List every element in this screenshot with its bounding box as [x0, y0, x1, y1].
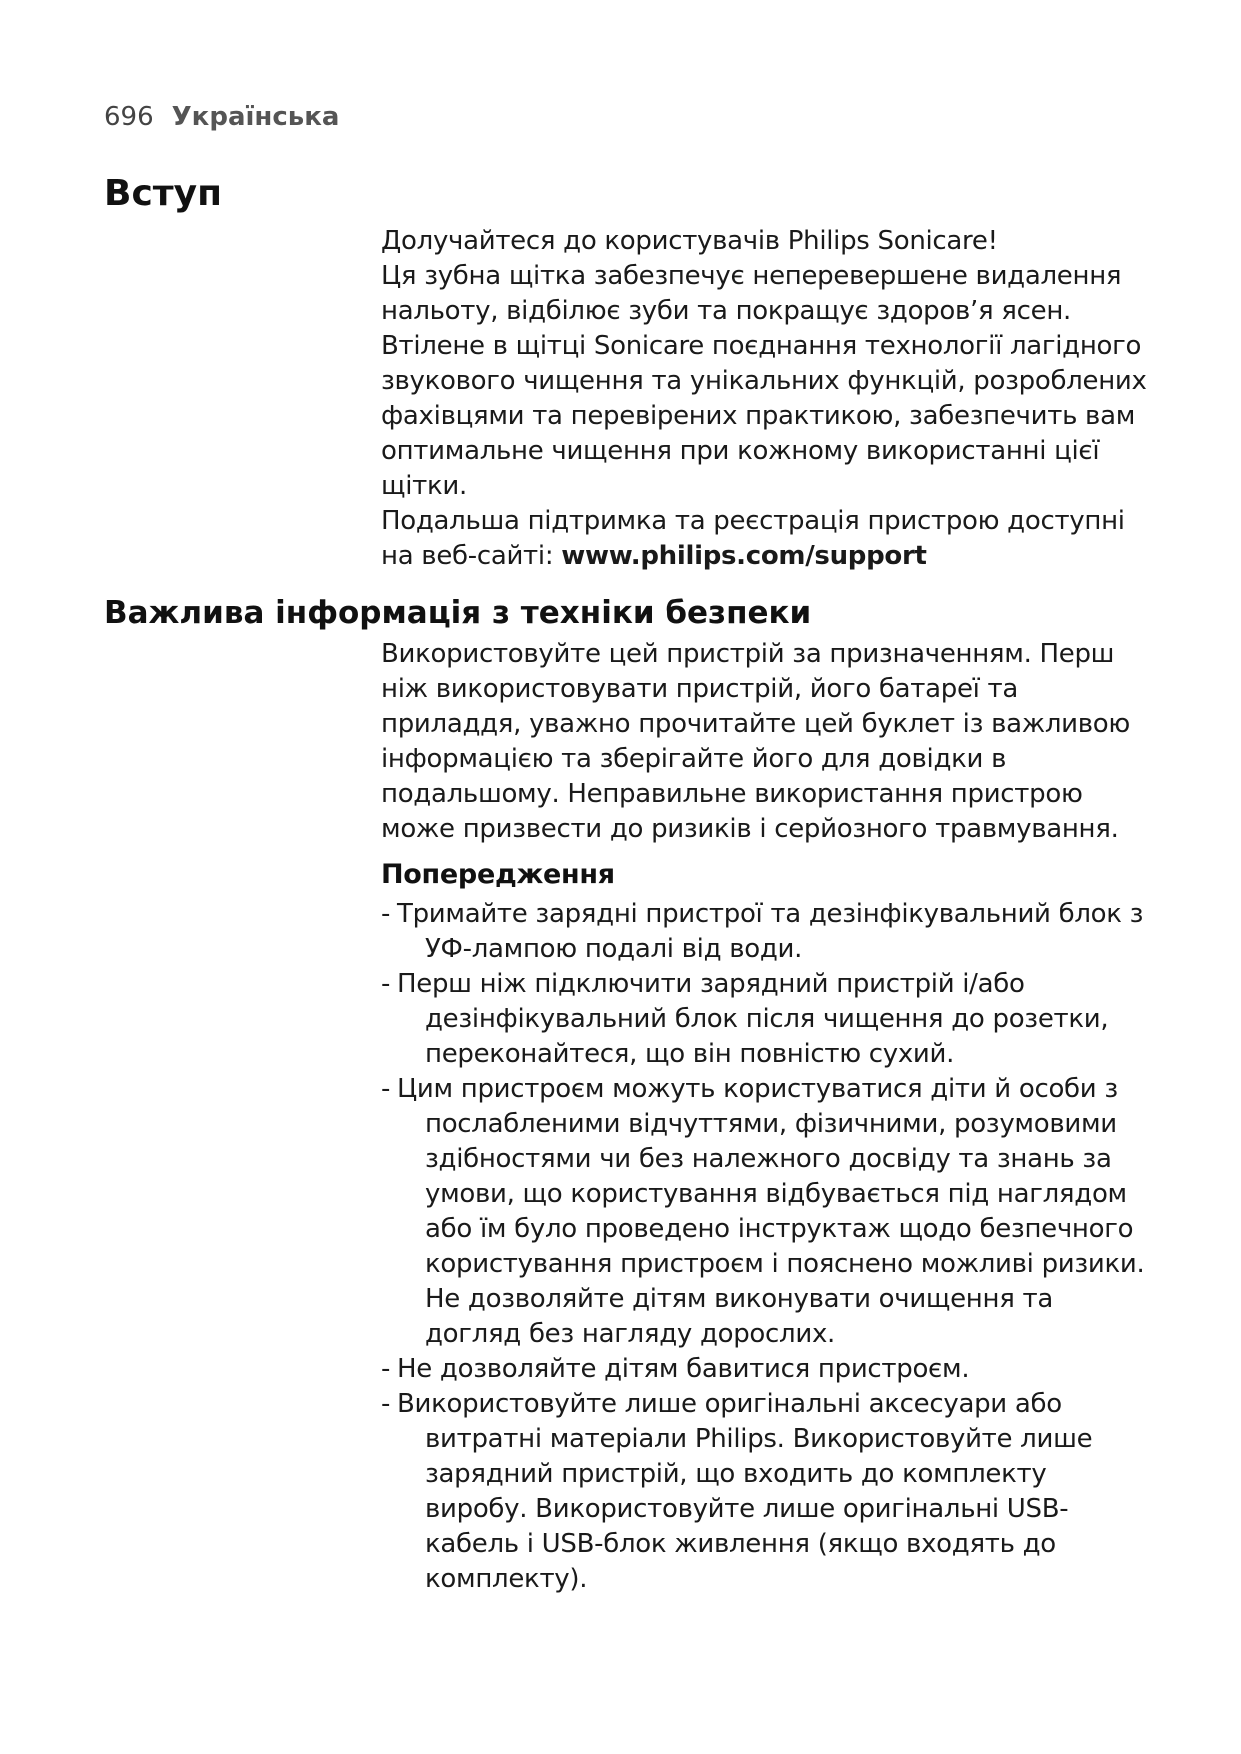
page-number: 696 — [104, 102, 154, 132]
bullet-dash: - — [381, 1389, 391, 1419]
safety-heading: Важлива інформація з техніки безпеки — [104, 595, 812, 631]
warning-heading: Попередження — [381, 859, 615, 890]
intro-paragraph-1: Долучайтеся до користувачів Philips Sonicare! — [381, 226, 998, 256]
warning-list — [381, 897, 1151, 1597]
warning-item: - Цим пристроєм можуть користуватися діти й особи з послабленими відчуттями, фізичними, розумовими здібностями чи без належного досвіду та знань за умови, що користування відбувається під наглядом або їм було проведено інструктаж щодо безпечного користування пристроєм і пояснено можливі ризики. Не дозволяйте дітям виконувати очищення та догляд без нагляду дорослих. — [381, 1074, 1145, 1349]
warning-item: - Використовуйте лише оригінальні аксесуари або витратні матеріали Philips. Використовуйте лише зарядний пристрій, що входить до комплекту виробу. Використовуйте лише оригінальні USB-кабель і USB-блок живлення (якщо входять до комплекту). — [381, 1389, 1093, 1594]
intro-paragraph-3 — [381, 504, 1151, 574]
intro-paragraph-2: Ця зубна щітка забезпечує неперевершене видалення нальоту, відбілює зуби та покращує здоров’я ясен. Втілене в щітці Sonicare поєднання технології лагідного звукового чищення та унікальних функцій, розроблених фахівцями та перевірених практикою, забезпечить вам оптимальне чищення при кожному використанні цієї щітки. — [381, 261, 1147, 501]
language-label: Українська — [171, 102, 340, 132]
bullet-dash: - — [381, 1354, 391, 1384]
safety-section — [381, 637, 1151, 1597]
bullet-dash: - — [381, 899, 391, 929]
warning-item: - Тримайте зарядні пристрої та дезінфікувальний блок з УФ-лампою подалі від води. — [381, 899, 1144, 964]
intro-section — [381, 224, 1151, 574]
running-header — [104, 99, 339, 135]
support-url: www.philips.com/support — [561, 541, 927, 571]
warning-item: - Перш ніж підключити зарядний пристрій і/або дезінфікувальний блок після чищення до розетки, переконайтеся, що він повністю сухий. — [381, 969, 1109, 1069]
intro-heading: Вступ — [104, 173, 222, 214]
bullet-dash: - — [381, 1074, 391, 1104]
bullet-dash: - — [381, 969, 391, 999]
support-text: Подальша підтримка та реєстрація пристрою доступні на веб-сайті: — [381, 506, 1125, 571]
warning-item: - Не дозволяйте дітям бавитися пристроєм. — [381, 1352, 1151, 1387]
safety-paragraph: Використовуйте цей пристрій за призначенням. Перш ніж використовувати пристрій, його батареї та приладдя, уважно прочитайте цей буклет із важливою інформацією та зберігайте його для довідки в подальшому. Неправильне використання пристрою може призвести до ризиків і серйозного травмування. — [381, 639, 1130, 844]
